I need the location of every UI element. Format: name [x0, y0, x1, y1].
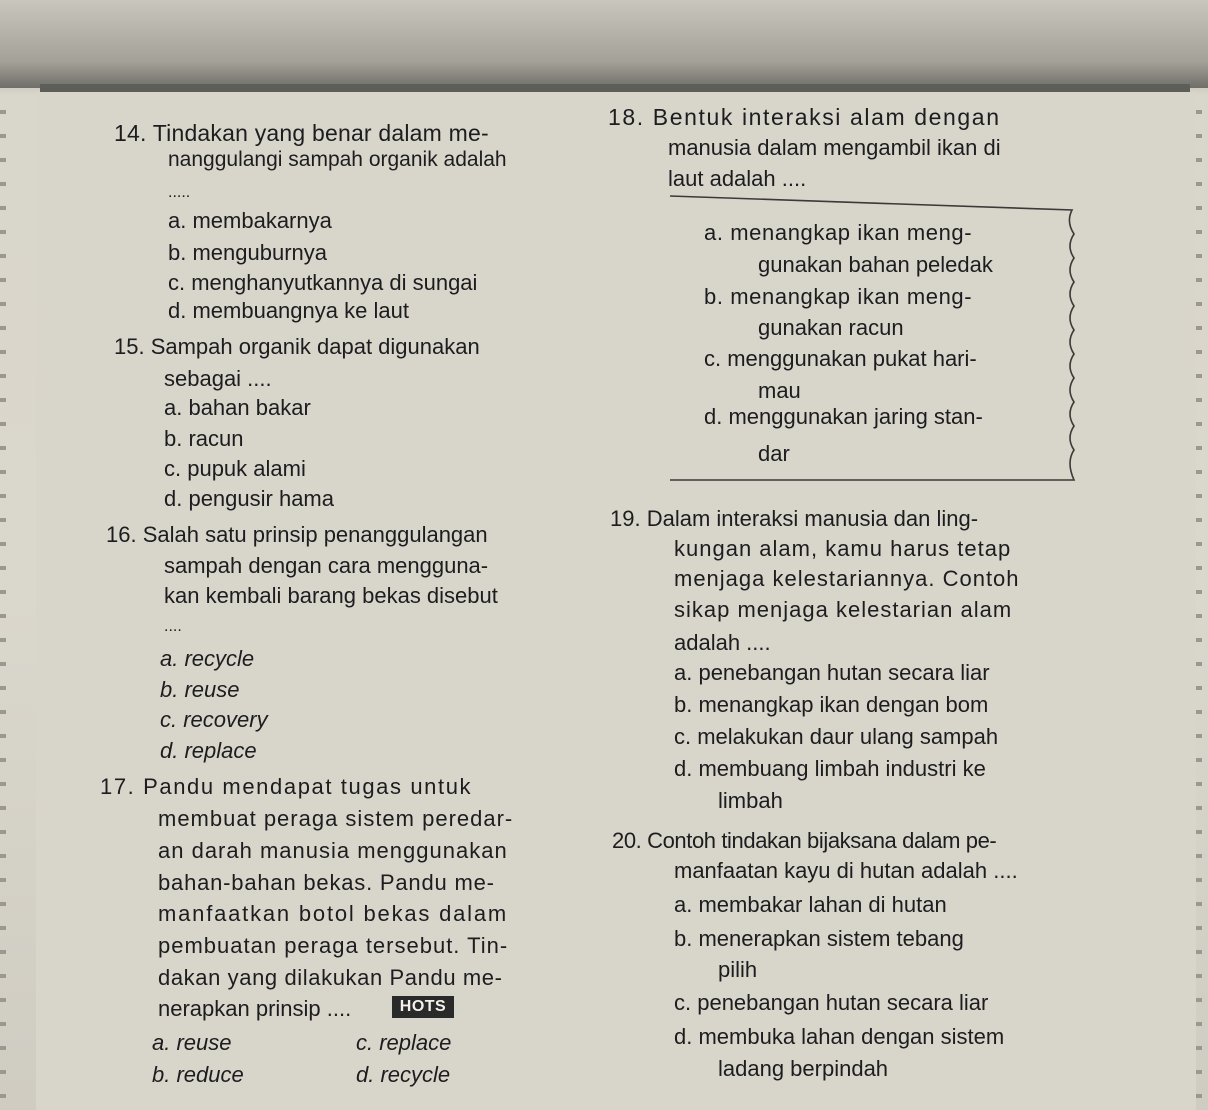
question-19-option-d[interactable]: d. membuang limbah industri ke	[674, 756, 986, 781]
question-18-line-1: 18. Bentuk interaksi alam dengan	[608, 104, 1001, 130]
question-18-option-c-cont: mau	[758, 378, 801, 403]
question-18-line-2: manusia dalam mengambil ikan di	[668, 135, 1001, 160]
question-20-option-d-cont: ladang berpindah	[718, 1056, 889, 1081]
question-15-option-d[interactable]: d. pengusir hama	[164, 486, 334, 511]
question-20-option-d[interactable]: d. membuka lahan dengan sistem	[674, 1024, 1005, 1049]
question-19-line-5: adalah ....	[674, 630, 771, 655]
question-18-option-d-cont: dar	[758, 441, 790, 466]
previous-page-edge	[0, 0, 1208, 88]
question-17-option-a[interactable]: a. reuse	[152, 1030, 232, 1055]
question-18-option-a[interactable]: a. menangkap ikan meng-	[704, 220, 973, 245]
question-16-option-c[interactable]: c. recovery	[160, 707, 268, 732]
question-19-option-d-cont: limbah	[718, 788, 783, 813]
question-14-option-b[interactable]: b. menguburnya	[168, 240, 327, 265]
question-16-line-2: sampah dengan cara mengguna-	[164, 553, 489, 578]
question-16-line-1: 16. Salah satu prinsip penanggulangan	[106, 522, 488, 547]
left-edge-decoration	[0, 110, 6, 1100]
question-19-line-4: sikap menjaga kelestarian alam	[674, 597, 1013, 622]
question-17-line-5: manfaatkan botol bekas dalam	[158, 901, 509, 926]
question-16-line-3: kan kembali barang bekas disebut	[164, 583, 498, 608]
question-17-line-7: dakan yang dilakukan Pandu me-	[158, 965, 503, 990]
question-20-option-b-cont: pilih	[718, 957, 758, 982]
question-17-line-1: 17. Pandu mendapat tugas untuk	[100, 774, 473, 799]
hots-badge: HOTS	[392, 996, 454, 1018]
question-19-line-1: 19. Dalam interaksi manusia dan ling-	[610, 506, 979, 531]
question-14-line-2: nanggulangi sampah organik adalah	[168, 148, 507, 171]
question-19-option-b[interactable]: b. menangkap ikan dengan bom	[674, 692, 989, 717]
question-16-line-4: ....	[164, 618, 182, 635]
question-16-option-d[interactable]: d. replace	[160, 738, 257, 763]
question-18-option-b[interactable]: b. menangkap ikan meng-	[704, 284, 973, 309]
question-15-option-b[interactable]: b. racun	[164, 426, 244, 451]
question-14-option-c[interactable]: c. menghanyutkannya di sungai	[168, 270, 478, 295]
question-18-option-a-cont: gunakan bahan peledak	[758, 252, 993, 277]
question-20-option-c[interactable]: c. penebangan hutan secara liar	[674, 990, 989, 1015]
question-15-option-a[interactable]: a. bahan bakar	[164, 395, 311, 420]
question-18-line-3: laut adalah ....	[668, 166, 807, 191]
question-14-line-3: .....	[168, 184, 191, 201]
question-17-line-8: nerapkan prinsip ....	[158, 996, 352, 1021]
question-19-line-3: menjaga kelestariannya. Contoh	[674, 566, 1020, 591]
question-16-option-a[interactable]: a. recycle	[160, 646, 255, 671]
question-19-option-c[interactable]: c. melakukan daur ulang sampah	[674, 724, 999, 749]
question-18-option-d[interactable]: d. menggunakan jaring stan-	[704, 404, 983, 429]
question-15-line-1: 15. Sampah organik dapat digunakan	[114, 334, 480, 359]
question-19-option-a[interactable]: a. penebangan hutan secara liar	[674, 660, 990, 685]
question-18-option-c[interactable]: c. menggunakan pukat hari-	[704, 346, 977, 371]
question-15-option-c[interactable]: c. pupuk alami	[164, 456, 306, 481]
question-14-option-a[interactable]: a. membakarnya	[168, 208, 332, 233]
question-17-option-c[interactable]: c. replace	[356, 1030, 452, 1055]
question-15-line-2: sebagai ....	[164, 366, 272, 391]
right-edge-decoration	[1196, 110, 1202, 1100]
question-17-line-2: membuat peraga sistem peredar-	[158, 806, 514, 831]
question-17-option-d[interactable]: d. recycle	[356, 1062, 451, 1087]
question-14-line-1: 14. Tindakan yang benar dalam me-	[114, 120, 489, 146]
question-17-option-b[interactable]: b. reduce	[152, 1062, 244, 1087]
question-20-line-1: 20. Contoh tindakan bijaksana dalam pe-	[612, 828, 997, 853]
question-17-line-6: pembuatan peraga tersebut. Tin-	[158, 933, 509, 958]
question-20-line-2: manfaatan kayu di hutan adalah ....	[674, 858, 1018, 883]
question-19-line-2: kungan alam, kamu harus tetap	[674, 536, 1012, 561]
question-18-option-b-cont: gunakan racun	[758, 315, 904, 340]
question-20-option-b[interactable]: b. menerapkan sistem tebang	[674, 926, 964, 951]
question-14-option-d[interactable]: d. membuangnya ke laut	[168, 298, 409, 323]
question-17-line-4: bahan-bahan bekas. Pandu me-	[158, 870, 495, 895]
question-17-line-3: an darah manusia menggunakan	[158, 838, 508, 863]
question-20-option-a[interactable]: a. membakar lahan di hutan	[674, 892, 947, 917]
question-16-option-b[interactable]: b. reuse	[160, 677, 240, 702]
